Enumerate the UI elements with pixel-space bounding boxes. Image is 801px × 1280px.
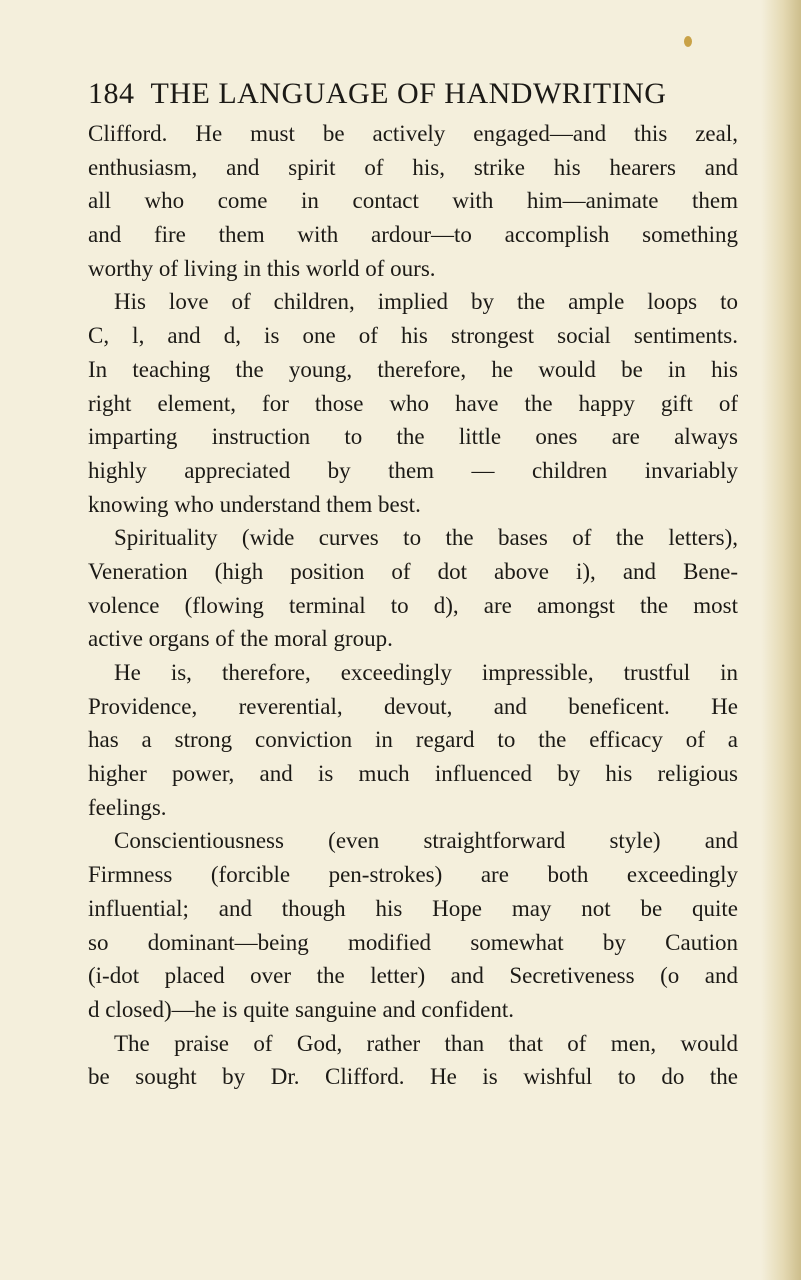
text-line: enthusiasm, and spirit of his, strike his hearers and — [88, 154, 738, 180]
page-number: 184 — [88, 77, 135, 110]
text-line: The praise of God, rather than that of men, would — [114, 1030, 738, 1056]
text-line: Clifford. He must be actively engaged—and this zeal, — [88, 121, 738, 146]
text-line: He is, therefore, exceedingly impressible, trustful in — [114, 660, 738, 685]
ink-spot — [684, 36, 692, 47]
text-line: worthy of living in this world of ours. — [88, 255, 436, 281]
text-line: Conscientiousness (even straightforward style) and — [114, 828, 738, 854]
book-title: THE LANGUAGE OF HANDWRITING — [150, 77, 667, 110]
text-line: Firmness (forcible pen-strokes) are both exceedingly — [88, 862, 738, 888]
text-line: Veneration (high position of dot above i), and Bene- — [88, 558, 738, 584]
text-line: and fire them with ardour—to accomplish something — [88, 222, 738, 248]
text-line: Providence, reverential, devout, and beneficent. He — [88, 693, 738, 719]
text-line: His love of children, implied by the ample loops to — [114, 289, 738, 315]
text-line: imparting instruction to the little ones are always — [88, 424, 738, 450]
text-line: active organs of the moral group. — [88, 626, 393, 652]
text-line: (i-dot placed over the letter) and Secretiveness (o and — [88, 963, 738, 989]
text-line: highly appreciated by them — children invariably — [88, 457, 738, 483]
text-line: has a strong conviction in regard to the efficacy of a — [88, 727, 738, 753]
text-line: influential; and though his Hope may not be quite — [88, 895, 738, 921]
body-text — [88, 117, 738, 1094]
text-line: be sought by Dr. Clifford. He is wishful to do the — [88, 1064, 738, 1090]
page-edge-shadow — [761, 0, 801, 1280]
text-line: volence (flowing terminal to d), are amongst the most — [88, 592, 738, 618]
text-line: knowing who understand them best. — [88, 491, 421, 517]
text-line: so dominant—being modified somewhat by Caution — [88, 929, 738, 955]
text-line: Spirituality (wide curves to the bases of the letters), — [114, 525, 738, 551]
text-line: all who come in contact with him—animate them — [88, 188, 738, 214]
text-line: d closed)—he is quite sanguine and confident. — [88, 996, 515, 1022]
text-line: feelings. — [88, 794, 167, 820]
text-line: higher power, and is much influenced by his religious — [88, 761, 738, 787]
text-line: right element, for those who have the happy gift of — [88, 390, 738, 416]
text-line: C, l, and d, is one of his strongest social sentiments. — [88, 323, 738, 349]
running-head — [88, 72, 666, 116]
text-line: In teaching the young, therefore, he would be in his — [88, 356, 738, 382]
